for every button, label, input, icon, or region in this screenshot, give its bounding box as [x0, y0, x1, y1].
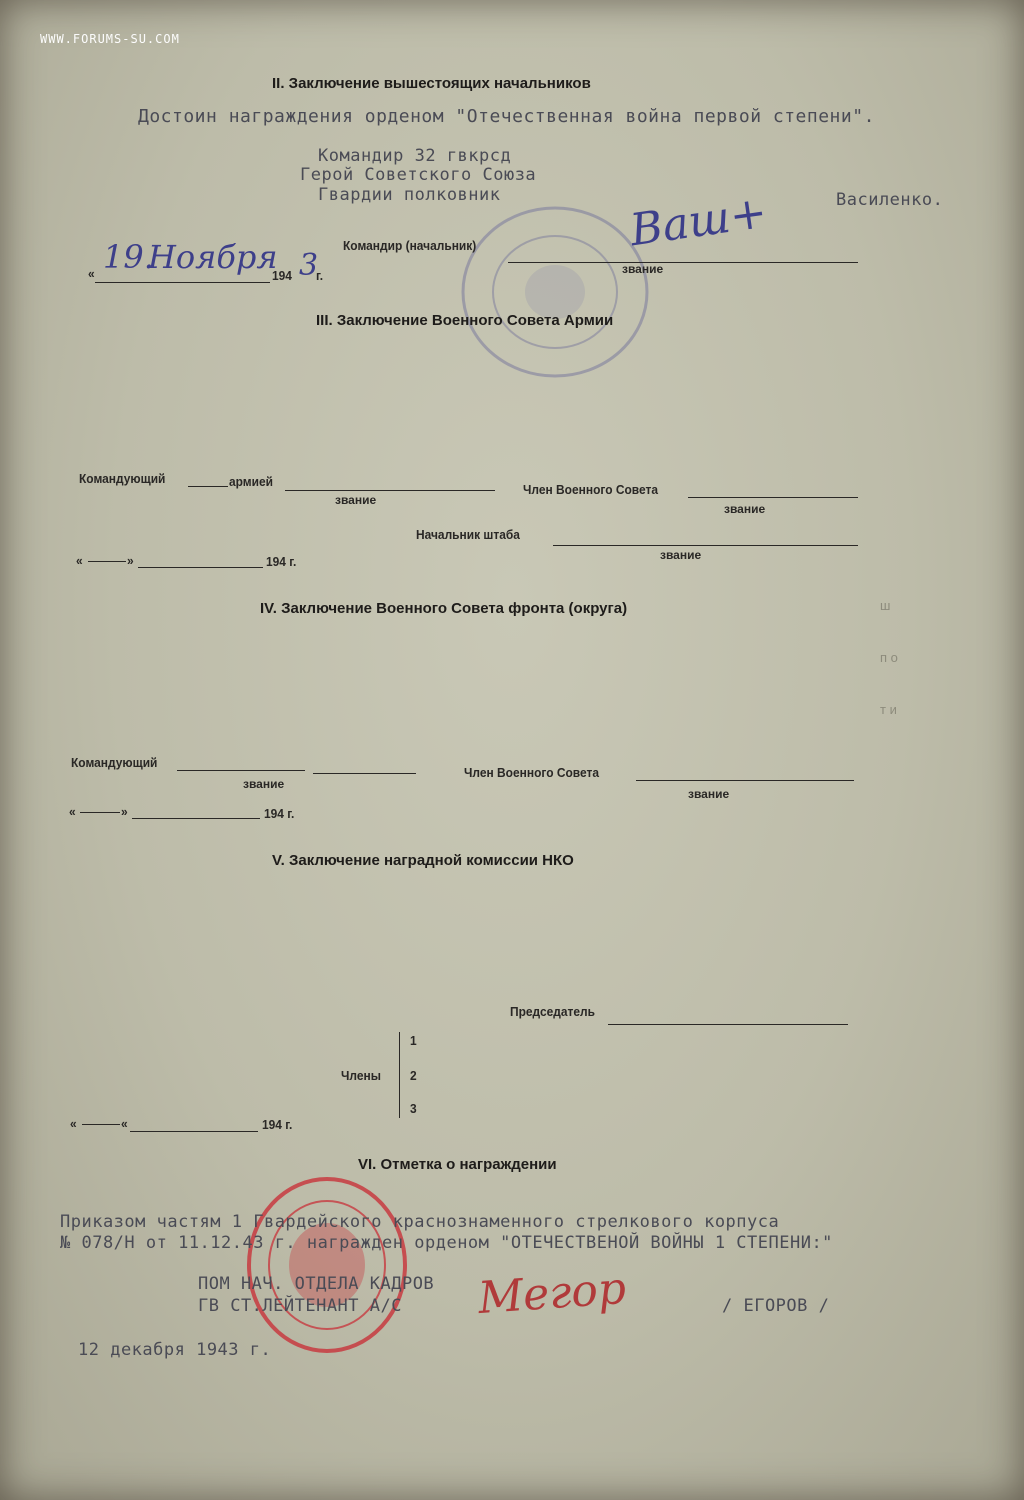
commander-title-line: Герой Советского Союза: [300, 165, 537, 185]
army-date-open: «: [76, 553, 83, 568]
member-number-1: 1: [410, 1033, 417, 1048]
chairman-label: Председатель: [510, 1004, 595, 1019]
army-date-year: 194 г.: [266, 554, 297, 569]
front-date-month-blank: [132, 818, 260, 819]
front-date-day-blank: [80, 812, 120, 813]
date-day-handwritten: 19.: [103, 238, 154, 276]
officer-position-line: ПОМ НАЧ. ОТДЕЛА КАДРОВ: [198, 1274, 435, 1294]
army-label: армией: [229, 474, 274, 489]
chief-of-staff-line: [553, 545, 858, 546]
corps-red-stamp: [240, 1170, 415, 1360]
army-commander-blank-2: [285, 490, 495, 491]
army-commander-label: Командующий: [79, 471, 166, 486]
margin-faint-note: ш п о т и: [880, 598, 898, 717]
officer-rank-line: ГВ СТ.ЛЕЙТЕНАНТ А/С: [198, 1296, 402, 1316]
front-council-member-label: Член Военного Совета: [464, 765, 599, 780]
section-6-heading: VI. Отметка о награждении: [358, 1156, 557, 1173]
front-date-open: «: [69, 804, 76, 819]
chief-of-staff-rank-caption: звание: [660, 548, 702, 562]
army-council-rank-caption: звание: [724, 502, 766, 516]
army-council-member-label: Член Военного Совета: [523, 482, 658, 497]
chairman-line: [608, 1024, 848, 1025]
commander-handwritten-signature: Ваш+: [627, 186, 771, 257]
date-line: [95, 282, 270, 283]
commission-date-open: «: [70, 1116, 77, 1131]
commission-date-close: «: [121, 1116, 128, 1131]
members-label: Члены: [341, 1068, 381, 1083]
award-order-line-2: № 078/Н от 11.12.43 г. награжден орденом "ОТЕЧЕСТВЕНОЙ ВОЙНЫ 1 СТЕПЕНИ:": [60, 1233, 833, 1253]
front-commander-rank-caption: звание: [243, 777, 285, 791]
army-commander-rank-caption: звание: [335, 493, 377, 507]
army-date-close: »: [127, 553, 134, 568]
site-watermark: WWW.FORUMS-SU.COM: [40, 32, 180, 46]
commission-date-day-blank: [82, 1124, 120, 1125]
commander-signature-line: [508, 262, 858, 263]
chief-of-staff-label: Начальник штаба: [416, 527, 520, 542]
date-year-prefix: 194: [272, 268, 292, 283]
army-date-day-blank: [88, 561, 126, 562]
commission-date-month-blank: [130, 1131, 258, 1132]
army-council-member-line: [688, 497, 858, 498]
commander-surname: Василенко.: [836, 190, 944, 210]
commander-rank-caption: звание: [622, 262, 664, 276]
members-bracket-line: [399, 1032, 400, 1118]
unit-round-stamp: [455, 200, 655, 385]
front-council-member-line: [636, 780, 854, 781]
member-number-2: 2: [410, 1068, 417, 1083]
award-order-line-1: Приказом частям 1 Гвардейского краснознаменного стрелкового корпуса: [60, 1212, 780, 1232]
front-commander-label: Командующий: [71, 755, 158, 770]
award-mark-date: 12 декабря 1943 г.: [78, 1340, 272, 1360]
commander-signature-label: Командир (начальник): [343, 238, 477, 253]
section-3-heading: III. Заключение Военного Совета Армии: [316, 312, 614, 329]
front-commander-line-1: [177, 770, 305, 771]
date-year-digit-handwritten: 3: [299, 248, 319, 283]
army-commander-blank-1: [188, 486, 228, 487]
front-date-year: 194 г.: [264, 806, 295, 821]
section-2-heading: II. Заключение вышестоящих начальников: [272, 75, 591, 92]
front-commander-line-2: [313, 773, 416, 774]
section-5-heading: V. Заключение наградной комиссии НКО: [272, 852, 574, 869]
commander-unit-line: Командир 32 гвкрсд: [318, 146, 512, 166]
section-4-heading: IV. Заключение Военного Совета фронта (округа): [260, 600, 628, 617]
section-2-recommendation: Достоин награждения орденом "Отечественная война первой степени".: [138, 106, 875, 127]
commission-date-year: 194 г.: [262, 1117, 293, 1132]
front-date-close: »: [121, 804, 128, 819]
officer-handwritten-signature: Мегор: [476, 1262, 628, 1325]
date-quote-open: «: [88, 266, 95, 281]
member-number-3: 3: [410, 1101, 417, 1116]
date-year-suffix: г.: [316, 268, 324, 283]
front-council-rank-caption: звание: [688, 787, 730, 801]
date-month-handwritten: Ноября: [148, 238, 278, 276]
army-date-month-blank: [138, 567, 263, 568]
commander-rank-line: Гвардии полковник: [318, 185, 501, 205]
officer-surname: / ЕГОРОВ /: [722, 1296, 830, 1316]
